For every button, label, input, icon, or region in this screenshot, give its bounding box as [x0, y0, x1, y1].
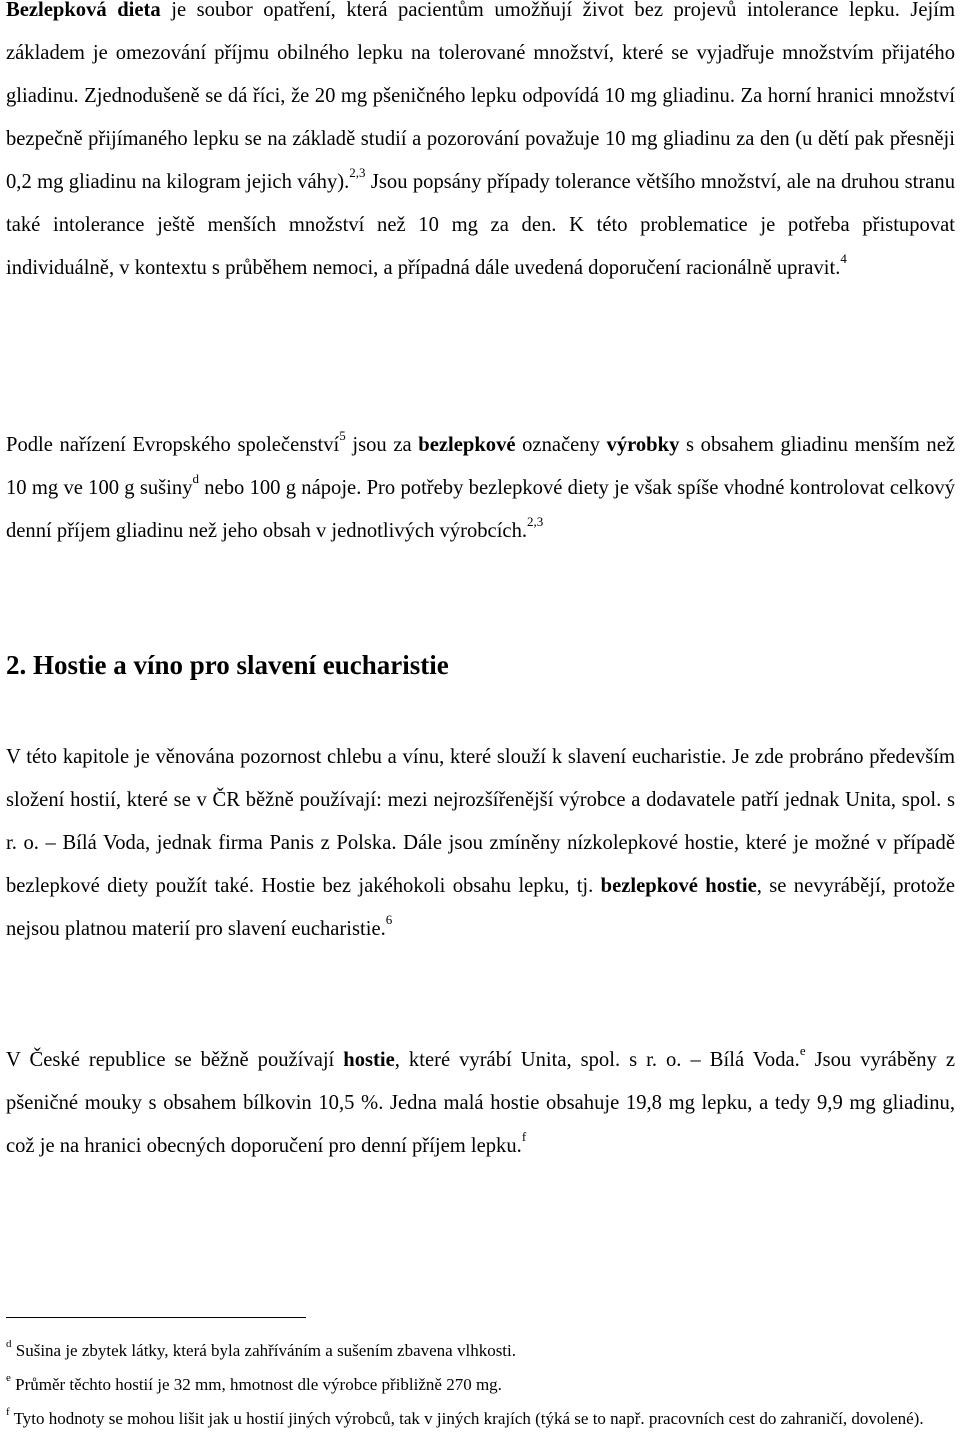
paragraph-text: nebo 100 g nápoje. Pro potřeby bezlepkové diety je však spíše vhodné kontrolovat celkový denní příjem gliadinu než jeho obsah v jednotlivých výrobcích.: [6, 477, 956, 542]
footnote-mark: f: [6, 1406, 10, 1419]
footnote-ref: d: [192, 471, 200, 487]
paragraph-eu-regulation: [6, 424, 955, 553]
paragraph-text: Jsou popsány případy tolerance většího množství, ale na druhou stranu také intolerance ještě menších množství než 10 mg za den. K této problematice je potřeba přistupovat individuálně, v kontextu s průběhem nemoci, a případná dále uvedená doporučení racionálně upravit.: [6, 171, 955, 279]
footnote-text: Sušina je zbytek látky, která byla zahříváním a sušením zbavena vlhkosti.: [11, 1341, 517, 1360]
term-bold: výrobky: [606, 434, 680, 456]
citation-ref: 5: [339, 428, 346, 444]
section-heading: 2. Hostie a víno pro slavení eucharistie: [6, 650, 449, 680]
paragraph-text: je soubor opatření, která pacientům umožňují život bez projevů intolerance lepku. Jejím základem je omezování příjmu obilného lepku na tolerované množství, které se vyjadřuje množstvím přijatého gliadinu. Zjednodušeně se dá říci, že 20 mg pšeničného lepku odpovídá 10 mg gliadinu. Za horní hranici množství bezpečně přijímaného lepku se na základě studií a pozorování považuje 10 mg gliadinu za den (u dětí pak přesněji 0,2 mg gliadinu na kilogram jejich váhy).: [6, 0, 956, 193]
citation-ref: 6: [385, 912, 393, 928]
paragraph-text: jsou za: [345, 434, 419, 456]
footnote-mark: d: [6, 1338, 12, 1351]
paragraph-text: , které vyrábí Unita, spol. s r. o. – Bílá Voda.: [394, 1049, 800, 1071]
term-bold: hostie: [343, 1049, 395, 1071]
paragraph-text: V České republice se běžně používají: [6, 1049, 344, 1071]
citation-ref: 2,3: [349, 165, 366, 181]
footnote-mark: e: [6, 1372, 11, 1385]
citation-ref: 4: [840, 251, 847, 267]
citation-ref: 2,3: [527, 514, 544, 530]
term-bold: bezlepkové hostie: [600, 875, 757, 897]
footnote-text: Průměr těchto hostií je 32 mm, hmotnost dle výrobce přibližně 270 mg.: [10, 1375, 502, 1394]
paragraph-hosts-czech: [6, 1039, 955, 1168]
paragraph-text: Podle nařízení Evropského společenství: [6, 434, 340, 456]
paragraph-text: s obsahem gliadinu menším než 10 mg ve 100 g sušiny: [6, 434, 956, 499]
paragraph-text: V této kapitole je věnována pozornost chlebu a vínu, které slouží k slavení eucharistie. Je zde probráno především složení hostií, které se v ČR běžně používají: mezi nejrozšířenější výrobce a dodavatele patří jednak Unita, spol. s r. o. – Bílá Voda, jednak firma Panis z Polska. Dále jsou zmíněny nízkolepkové hostie, které je možné v případě bezlepkové diety použít také. Hostie bez jakéhokoli obsahu lepku, tj.: [6, 746, 955, 897]
term-bold: Bezlepková dieta: [6, 0, 161, 21]
paragraph-gluten-free-diet: [6, 0, 955, 290]
paragraph-chapter-intro: [6, 736, 955, 951]
term-bold: bezlepkové: [418, 434, 516, 456]
footnote-d: [6, 1338, 955, 1363]
footnote-divider: [6, 1317, 306, 1318]
footnote-f: [6, 1406, 955, 1431]
footnote-e: [6, 1372, 955, 1397]
footnote-ref: f: [521, 1129, 527, 1145]
paragraph-text: , se nevyrábějí, protože nejsou platnou materií pro slavení eucharistie.: [6, 875, 955, 940]
footnote-ref: e: [799, 1043, 806, 1059]
paragraph-text: označeny: [515, 434, 607, 456]
footnote-text: Tyto hodnoty se mohou lišit jak u hostií jiných výrobců, tak v jiných krajích (týká se to např. pracovních cest do zahraničí, dovolené).: [9, 1409, 924, 1428]
paragraph-text: Jsou vyráběny z pšeničné mouky s obsahem bílkovin 10,5 %. Jedna malá hostie obsahuje 19,8 mg lepku, a tedy 9,9 mg gliadinu, což je na hranici obecných doporučení pro denní příjem lepku.: [6, 1049, 955, 1157]
